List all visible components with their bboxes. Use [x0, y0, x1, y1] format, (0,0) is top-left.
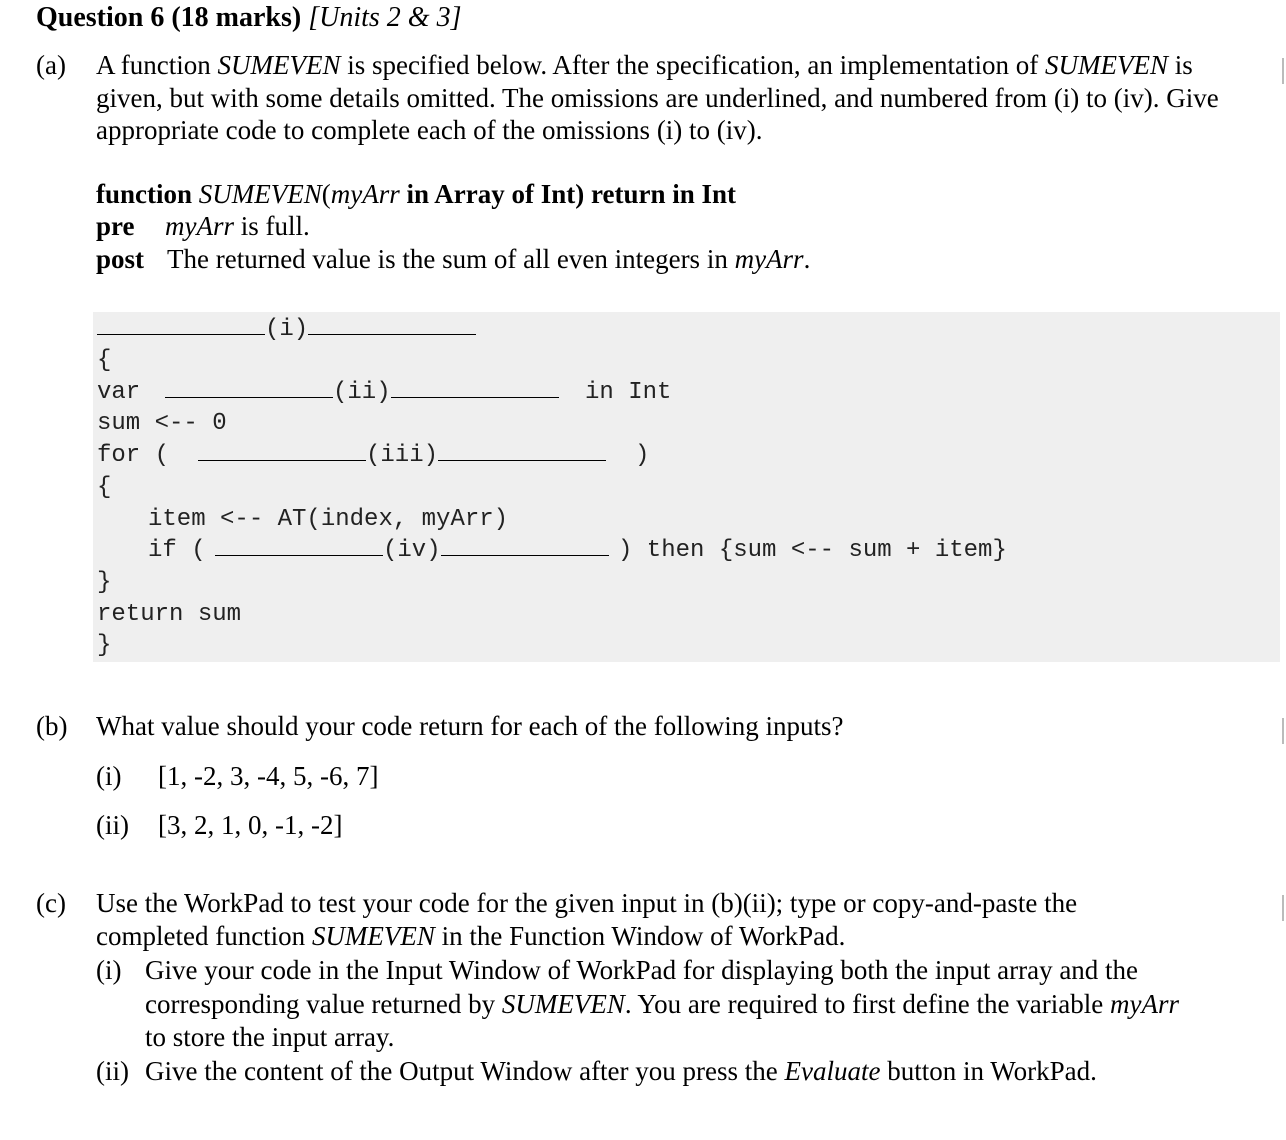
part-c-item-label: (ii): [96, 1056, 129, 1086]
question-title: [36, 1, 461, 35]
part-b-label: (b): [36, 711, 68, 741]
code-for-kw: for (: [97, 442, 170, 469]
part-c-label: (c): [36, 888, 66, 918]
blank-underline: [165, 396, 333, 398]
spec-signature: function SUMEVEN(myArr in Array of Int) return in Int: [96, 179, 737, 209]
code-if-rest: ) then {sum <-- sum + item}: [618, 537, 1007, 564]
blank-underline: [391, 396, 559, 398]
part-b-item-label: (i): [96, 761, 122, 791]
spec-pre-text: myArr is full.: [165, 211, 310, 241]
blank-underline: [97, 333, 265, 335]
code-line-header: [97, 315, 476, 345]
code-if-blank: [215, 536, 609, 566]
blank-iv-label: (iv): [383, 537, 441, 564]
code-return-line: return sum: [97, 601, 242, 628]
spec-post-text: The returned value is the sum of all even integers in myArr.: [167, 244, 811, 274]
blank-underline: [308, 333, 476, 335]
part-c-line-1: Use the WorkPad to test your code for the given input in (b)(ii); type or copy-and-paste the: [96, 888, 1078, 918]
part-c-item-i-line-2: corresponding value returned by SUMEVEN. You are required to first define the variable myArr: [145, 989, 1179, 1019]
code-close-brace: }: [97, 632, 112, 659]
part-c-line-2: completed function SUMEVEN in the Function Window of WorkPad.: [96, 921, 846, 951]
code-box: [93, 312, 1280, 662]
code-open-brace-2: {: [97, 474, 112, 501]
blank-ii-label: (ii): [333, 379, 391, 406]
spec-post: post: [96, 244, 145, 274]
blank-i-label: (i): [265, 316, 309, 343]
margin-mark: [1282, 895, 1284, 921]
part-c-item-label: (i): [96, 955, 122, 985]
margin-mark: [1282, 58, 1284, 84]
part-b-item-label: (ii): [96, 810, 129, 840]
code-sum-init: sum <-- 0: [97, 410, 227, 437]
code-for-close: ): [635, 442, 650, 469]
code-item-line: item <-- AT(index, myArr): [148, 506, 509, 533]
question-heading: Question 6 (18 marks): [36, 2, 302, 33]
part-c-item-ii-line-1: Give the content of the Output Window after you press the Evaluate button in WorkPad.: [145, 1056, 1097, 1086]
question-units: [Units 2 & 3]: [308, 2, 462, 33]
spec-pre: pre: [96, 211, 135, 241]
code-var-kw: var: [97, 379, 141, 406]
blank-underline: [441, 554, 609, 556]
part-b-question: What value should your code return for each of the following inputs?: [96, 711, 844, 741]
margin-mark: [1282, 718, 1284, 744]
part-a-line-3: appropriate code to complete each of the omissions (i) to (iv).: [96, 115, 763, 145]
code-for-blank: [198, 441, 606, 471]
code-var-type: in Int: [585, 379, 672, 406]
part-a-line-1: A function SUMEVEN is specified below. After the specification, an implementation of SUMEVEN is: [96, 50, 1193, 80]
part-b-item-text: [3, 2, 1, 0, -1, -2]: [158, 810, 343, 840]
blank-underline: [215, 554, 383, 556]
part-a-label: (a): [36, 50, 66, 80]
code-var-blank: [165, 378, 559, 408]
code-if-kw: if (: [148, 537, 206, 564]
code-close-brace-2: }: [97, 569, 112, 596]
blank-iii-label: (iii): [366, 442, 439, 469]
blank-underline: [198, 459, 366, 461]
blank-underline: [438, 459, 606, 461]
part-a-line-2: given, but with some details omitted. The omissions are underlined, and numbered from (i) to (iv). Give: [96, 83, 1219, 113]
part-b-item-text: [1, -2, 3, -4, 5, -6, 7]: [158, 761, 379, 791]
part-c-item-i-line-1: Give your code in the Input Window of WorkPad for displaying both the input array and the: [145, 955, 1139, 985]
code-open-brace: {: [97, 347, 112, 374]
part-c-item-i-line-3: to store the input array.: [145, 1022, 395, 1052]
